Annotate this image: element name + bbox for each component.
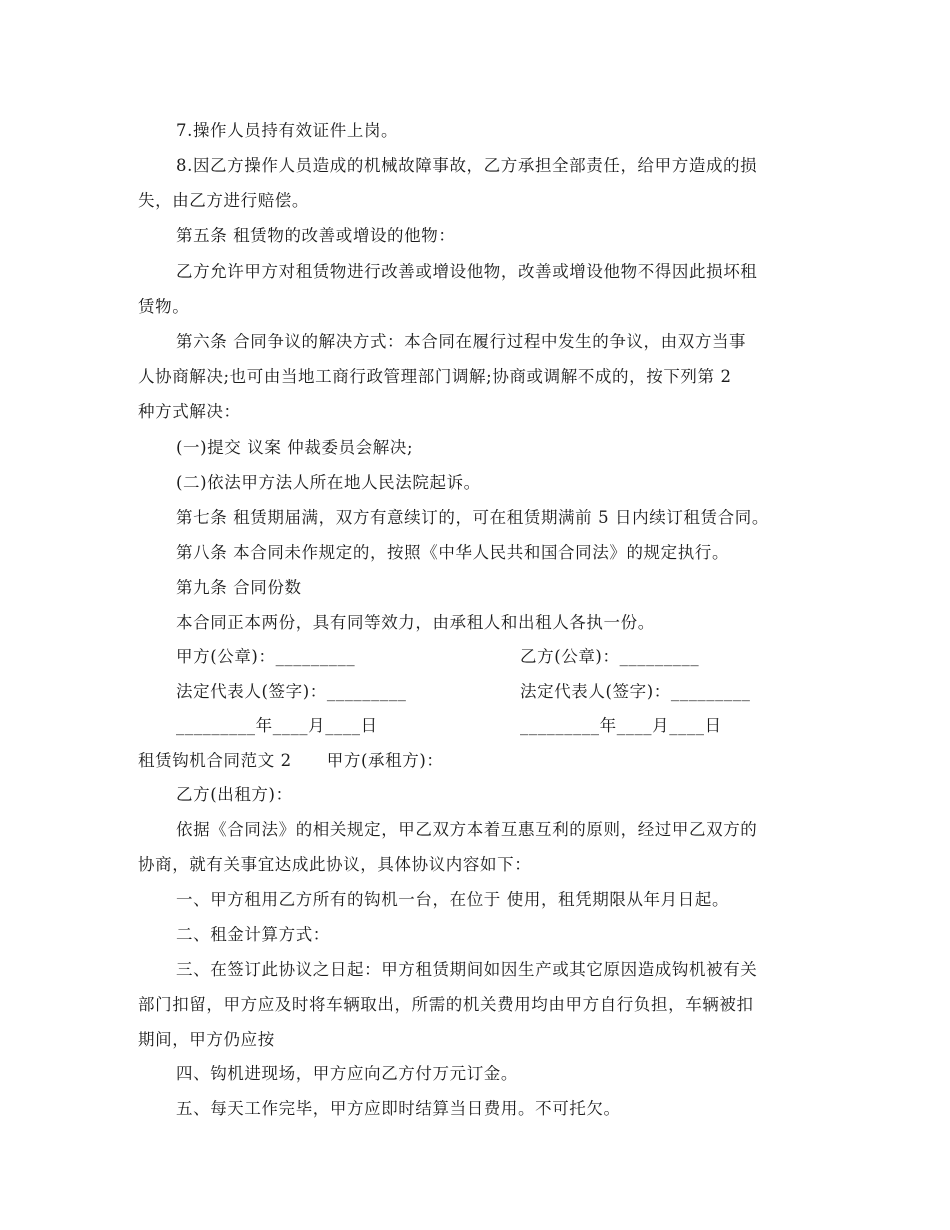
text-line: 8.因乙方操作人员造成的机械故障事故，乙方承担全部责任，给甲方造成的损 bbox=[176, 156, 758, 175]
section-heading: 第七条 租赁期届满，双方有意续订的，可在租赁期满前 5 日内续订租赁合同。 bbox=[176, 508, 769, 527]
text-line: 依据《合同法》的相关规定，甲乙双方本着互惠互利的原则，经过甲乙双方的 bbox=[176, 820, 758, 839]
party-a-representative: 法定代表人(签字)：_________ bbox=[176, 682, 407, 701]
party-b-date: _________年____月____日 bbox=[520, 716, 722, 735]
text-line: 部门扣留，甲方应及时将车辆取出，所需的机关费用均由甲方自行负担，车辆被扣 bbox=[138, 995, 754, 1014]
party-b-representative: 法定代表人(签字)：_________ bbox=[520, 682, 751, 701]
text-line: 五、每天工作完毕，甲方应即时结算当日费用。不可托欠。 bbox=[176, 1099, 621, 1118]
text-line: 人协商解决;也可由当地工商行政管理部门调解;协商或调解不成的，按下列第 2 bbox=[138, 367, 732, 386]
party-b-seal: 乙方(公章)：_________ bbox=[520, 647, 700, 666]
text-line: 乙方(出租方)： bbox=[176, 785, 293, 804]
party-a-date: _________年____月____日 bbox=[176, 716, 378, 735]
section-heading: 第五条 租赁物的改善或增设的他物： bbox=[176, 226, 456, 245]
section-heading: 第六条 合同争议的解决方式：本合同在履行过程中发生的争议，由双方当事 bbox=[176, 332, 747, 351]
text-line: (一)提交 议案 仲裁委员会解决; bbox=[176, 438, 414, 457]
section-heading: 第九条 合同份数 bbox=[176, 578, 302, 597]
text-line: 三、在签订此协议之日起：甲方租赁期间如因生产或其它原因造成钩机被有关 bbox=[176, 960, 758, 979]
party-a-seal: 甲方(公章)：_________ bbox=[176, 647, 356, 666]
text-line: 本合同正本两份，具有同等效力，由承租人和出租人各执一份。 bbox=[176, 613, 655, 632]
text-line: (二)依法甲方法人所在地人民法院起诉。 bbox=[176, 473, 481, 492]
text-line: 失，由乙方进行赔偿。 bbox=[138, 191, 309, 210]
text-line: 协商，就有关事宜达成此协议，具体协议内容如下： bbox=[138, 855, 532, 874]
text-line: 种方式解决： bbox=[138, 402, 241, 421]
text-line: 期间，甲方仍应按 bbox=[138, 1030, 275, 1049]
text-line: 四、钩机进现场，甲方应向乙方付万元订金。 bbox=[176, 1064, 518, 1083]
document-subtitle: 租赁钩机合同范文 2 甲方(承租方)： bbox=[138, 751, 444, 770]
text-line: 7.操作人员持有效证件上岗。 bbox=[176, 121, 399, 140]
section-heading: 第八条 本合同未作规定的，按照《中华人民共和国合同法》的规定执行。 bbox=[176, 543, 730, 562]
text-line: 二、租金计算方式： bbox=[176, 925, 330, 944]
text-line: 乙方允许甲方对租赁物进行改善或增设他物，改善或增设他物不得因此损坏租 bbox=[176, 262, 758, 281]
text-line: 赁物。 bbox=[138, 297, 190, 316]
text-line: 一、甲方租用乙方所有的钩机一台，在位于 使用，租凭期限从年月日起。 bbox=[176, 890, 730, 909]
